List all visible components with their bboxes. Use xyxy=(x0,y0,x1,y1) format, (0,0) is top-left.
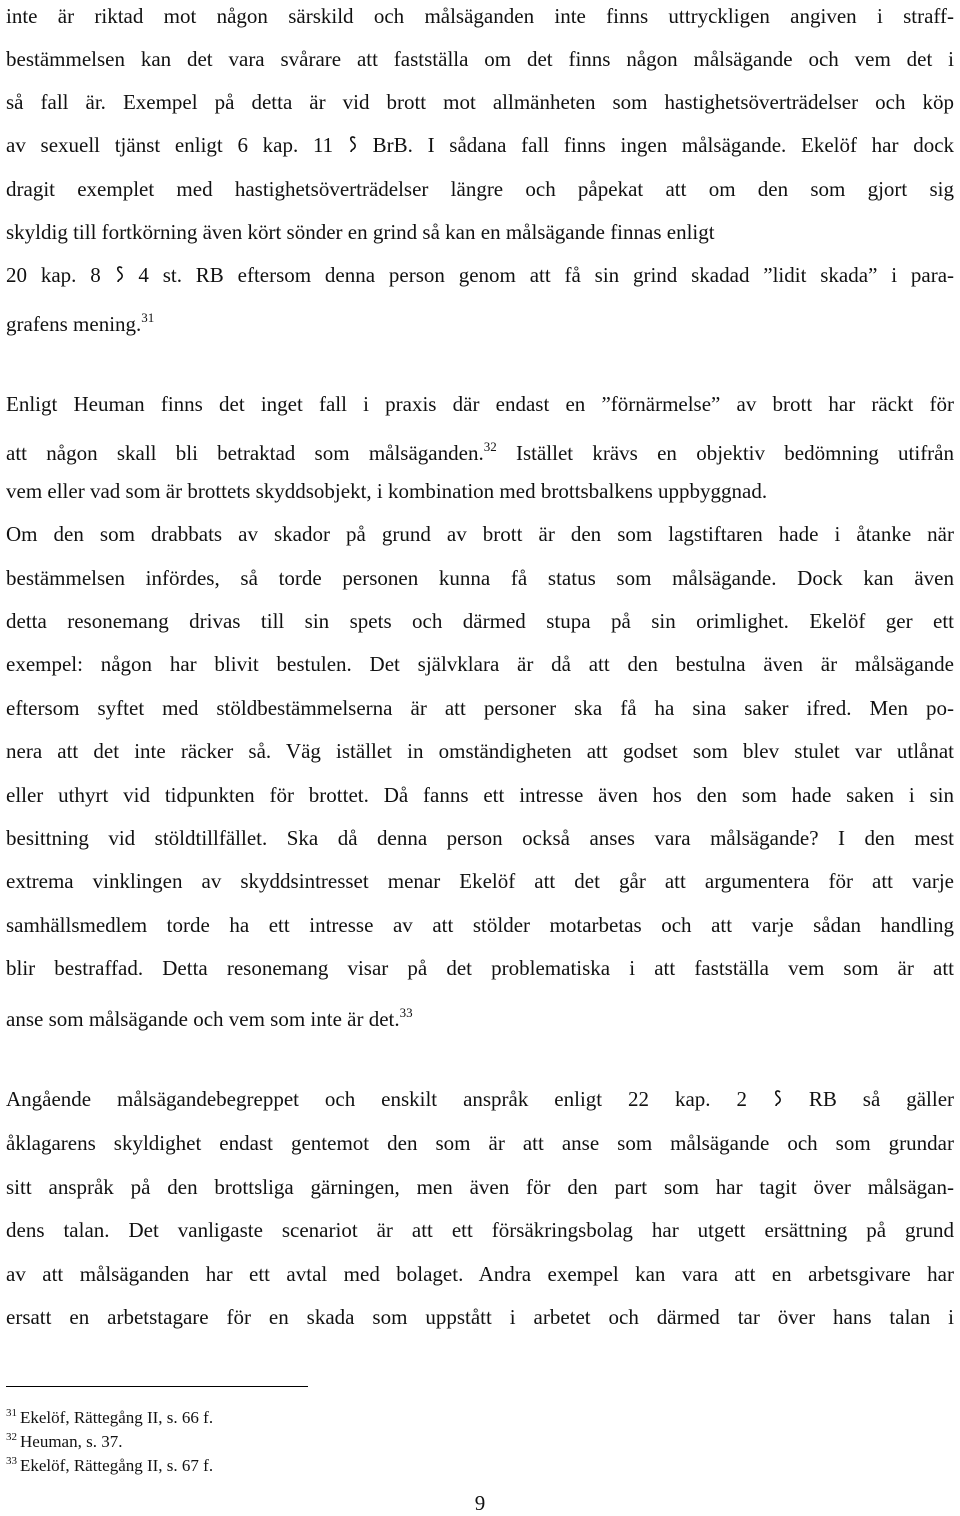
page-number: 9 xyxy=(474,1491,486,1515)
text-segment: dens talan. Det vanligaste scenariot är att ett försäkringsbolag har utgett ersättning på grund xyxy=(6,1218,954,1242)
text-segment: så fall är. Exempel på detta är vid brott mot allmänheten som hastighetsöverträdelser och köp xyxy=(6,90,954,114)
text-line xyxy=(6,867,954,895)
footnote-text: Heuman, s. 37. xyxy=(20,1432,123,1451)
text-segment: att någon skall bli betraktad som målsäganden. xyxy=(6,441,484,465)
footnote-text: Ekelöf, Rättegång II, s. 66 f. xyxy=(20,1408,214,1427)
text-line xyxy=(6,911,954,939)
text-segment: detta resonemang drivas till sin spets och därmed stupa på sin orimlighet. Ekelöf ger ett xyxy=(6,609,954,633)
footnote-reference[interactable]: 33 xyxy=(399,1005,413,1020)
text-segment: BrB. I sådana fall finns ingen målsägande. Ekelöf har dock xyxy=(372,133,955,157)
text-line xyxy=(6,564,954,592)
text-segment: nera att det inte räcker så. Väg istället in omständigheten att godset som blev stulet var utlånat xyxy=(6,739,954,763)
text-segment: Om den som drabbats av skador på grund av brott är den som lagstiftaren hade i åtanke när xyxy=(6,522,954,546)
text-line xyxy=(6,88,954,116)
text-segment: eller uthyrt vid tidpunkten för brottet. Då fanns ett intresse även hos den som hade saken i sin xyxy=(6,783,954,807)
text-line xyxy=(6,477,954,505)
text-line xyxy=(6,737,954,765)
footnote-reference[interactable]: 32 xyxy=(483,439,497,454)
text-line xyxy=(6,1260,954,1288)
text-line xyxy=(6,999,954,1033)
text-segment: bestämmelsen kan det vara svårare att fastställa om det finns någon målsägande och vem det i xyxy=(6,47,954,71)
text-segment: exempel: någon har blivit bestulen. Det självklara är då att den bestulna även är målsägande xyxy=(6,652,954,676)
text-segment: blir bestraffad. Detta resonemang visar på det problematiska i att fastställa vem som är att xyxy=(6,956,954,980)
text-line xyxy=(6,520,954,548)
text-line xyxy=(6,2,954,30)
text-segment: samhällsmedlem torde ha ett intresse av att stölder motarbetas och att varje sådan handling xyxy=(6,913,954,937)
text-line xyxy=(6,218,954,246)
text-line xyxy=(6,433,954,467)
footnote-number: 33 xyxy=(6,1455,17,1467)
footnote xyxy=(6,1402,213,1429)
text-segment: skyldig till fortkörning även kört sönder en grind så kan en målsägande finnas enligt xyxy=(6,220,715,244)
text-line xyxy=(6,607,954,635)
text-segment: vem eller vad som är brottets skyddsobjekt, i kombination med brottsbalkens uppbyggnad. xyxy=(6,479,768,503)
text-segment: bestämmelsen infördes, så torde personen kunna få status som målsägande. Dock kan även xyxy=(6,566,954,590)
text-segment: Angående målsägandebegreppet och enskilt anspråk enligt 22 kap. 2 xyxy=(6,1087,747,1111)
text-line xyxy=(6,1216,954,1244)
text-line xyxy=(6,304,954,338)
section-sign-icon xyxy=(115,265,125,285)
text-segment: besittning vid stöldtillfället. Ska då denna person också anses vara målsägande? I den mest xyxy=(6,826,954,850)
footnote-number: 31 xyxy=(6,1407,17,1419)
text-line xyxy=(6,175,954,203)
text-line xyxy=(6,694,954,722)
footnote-separator xyxy=(6,1386,308,1387)
text-segment: 20 kap. 8 xyxy=(6,263,101,287)
footnote xyxy=(6,1426,122,1453)
text-line xyxy=(6,650,954,678)
text-segment: dragit exemplet med hastighetsöverträdelser längre och påpekat att om den som gjort sig xyxy=(6,177,954,201)
text-segment: åklagarens skyldighet endast gentemot den som är att anse som målsägande och som grundar xyxy=(6,1131,954,1155)
text-line xyxy=(6,1129,954,1157)
footnote xyxy=(6,1450,213,1477)
text-segment: sitt anspråk på den brottsliga gärningen, men även för den part som har tagit över målsägan- xyxy=(6,1175,954,1199)
text-line xyxy=(6,131,954,159)
text-segment: Enligt Heuman finns det inget fall i praxis där endast en ”förnärmelse” av brott har räckt för xyxy=(6,392,954,416)
text-segment: extrema vinklingen av skyddsintresset menar Ekelöf att det går att argumentera för att varje xyxy=(6,869,954,893)
text-segment: av sexuell tjänst enligt 6 kap. 11 xyxy=(6,133,334,157)
text-line xyxy=(6,781,954,809)
text-segment: ersatt en arbetstagare för en skada som uppstått i arbetet och därmed tar över hans talan i xyxy=(6,1305,954,1329)
text-line xyxy=(6,1085,954,1113)
text-segment: 4 st. RB eftersom denna person genom att få sin grind skadad ”lidit skada” i para- xyxy=(138,263,955,287)
text-line xyxy=(6,1173,954,1201)
footnote-number: 32 xyxy=(6,1431,17,1443)
text-line xyxy=(6,1303,954,1331)
text-line xyxy=(6,261,954,289)
section-sign-icon xyxy=(773,1089,783,1109)
text-segment: eftersom syftet med stöldbestämmelserna är att personer ska få ha sina saker ifred. Men po- xyxy=(6,696,954,720)
footnote-text: Ekelöf, Rättegång II, s. 67 f. xyxy=(20,1456,214,1475)
text-segment: inte är riktad mot någon särskild och målsäganden inte finns uttryckligen angiven i straff- xyxy=(6,4,954,28)
text-line xyxy=(6,954,954,982)
text-line xyxy=(6,824,954,852)
text-segment: RB så gäller xyxy=(808,1087,955,1111)
text-line xyxy=(6,390,954,418)
text-segment: av att målsäganden har ett avtal med bolaget. Andra exempel kan vara att en arbetsgivare har xyxy=(6,1262,954,1286)
text-segment: grafens mening. xyxy=(6,312,142,336)
text-segment: Istället krävs en objektiv bedömning utifrån xyxy=(515,441,954,465)
footnote-reference[interactable]: 31 xyxy=(141,310,155,325)
text-line xyxy=(6,45,954,73)
section-sign-icon xyxy=(348,135,358,155)
text-segment: anse som målsägande och vem som inte är det. xyxy=(6,1007,400,1031)
